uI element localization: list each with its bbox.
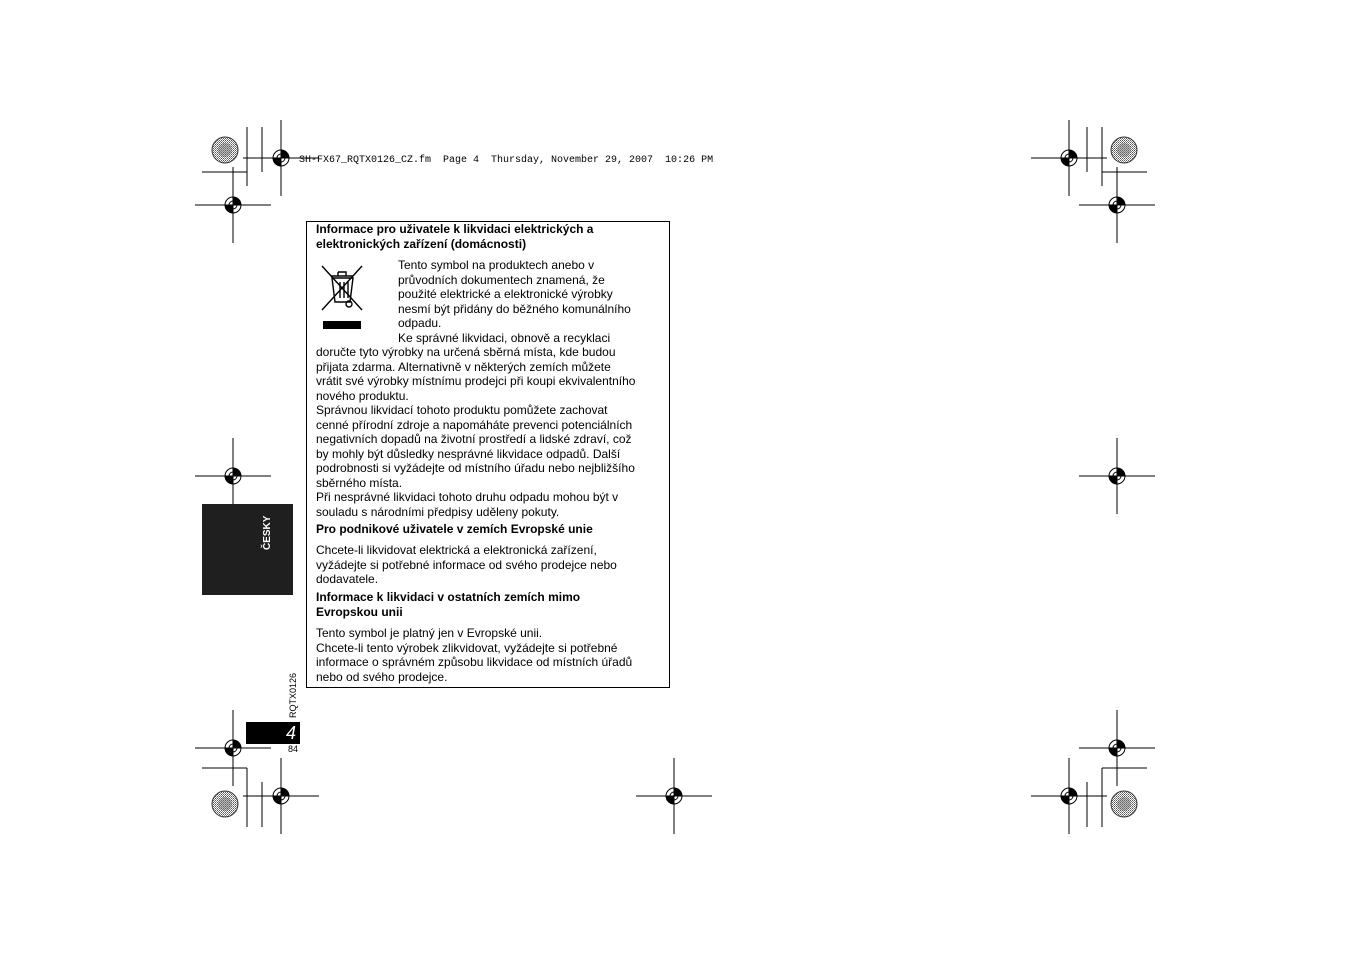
color-target-icon — [212, 137, 238, 163]
language-tab — [202, 504, 293, 595]
section2-body: Chcete-li likvidovat elektrická a elektronická zařízení, vyžádejte si potřebné informace od svého prodejce nebo dodavatele. — [316, 543, 617, 586]
document-code: RQTX0126 — [288, 672, 298, 718]
page-number: 4 — [285, 723, 296, 743]
registration-mark-icon — [195, 167, 271, 243]
crossed-out-wheelie-bin-icon — [318, 262, 366, 332]
section3-title: Informace k likvidaci v ostatních zemích mimo Evropskou unii — [316, 590, 581, 619]
language-tab-label: ČESKY — [262, 515, 273, 550]
color-target-icon — [1111, 137, 1137, 163]
file-info-header: SH-FX67_RQTX0126_CZ.fm Page 4 Thursday, November 29, 2007 10:26 PM — [299, 155, 714, 166]
registration-mark-icon — [1079, 167, 1155, 243]
color-target-icon — [1111, 791, 1137, 817]
registration-mark-icon — [1079, 710, 1155, 786]
section1-title: Informace pro uživatele k likvidaci elektrických a elektronických zařízení (domácnosti) — [316, 222, 594, 251]
section1-body: doručte tyto výrobky na určená sběrná místa, kde budou přijata zdarma. Alternativně v některých zemích můžete vrátit své výrobky místnímu prodejci při koupi ekvivalentního nového produktu. Správnou likvidací tohoto produktu pomůžete zachovat cenné přírodní zdroje a napomáháte prevenci potenciálních negativních dopadů na životní prostředí a lidské zdraví, což by mohly být důsledky nesprávné likvidace odpadů. Další podrobnosti si vyžádejte od místního úřadu nebo nejbližšího sběrného místa. Při nesprávné likvidaci tohoto druhu odpadu mohou být v souladu s národními předpisy uděleny pokuty. — [316, 345, 636, 519]
section1-intro: Tento symbol na produktech anebo v průvodních dokumentech znamená, že použité elektrické a elektronické výrobky nesmí být přidány do běžného komunálního odpadu. Ke správné likvidaci, obnově a recyklaci — [398, 258, 631, 345]
color-target-icon — [212, 791, 238, 817]
registration-mark-icon — [195, 438, 271, 514]
sub-page-number: 84 — [288, 744, 299, 754]
registration-mark-icon — [243, 758, 319, 834]
section3-body: Tento symbol je platný jen v Evropské unii. Chcete-li tento výrobek zlikvidovat, vyžádejte si potřebné informace o správném způsobu likvidace od místních úřadů nebo od svého prodejce. — [316, 626, 633, 684]
registration-mark-icon — [1079, 438, 1155, 514]
registration-mark-icon — [636, 758, 712, 834]
registration-mark-icon — [1031, 758, 1107, 834]
section2-title: Pro podnikové uživatele v zemích Evropské unie — [316, 522, 593, 536]
registration-mark-icon — [1031, 120, 1107, 196]
